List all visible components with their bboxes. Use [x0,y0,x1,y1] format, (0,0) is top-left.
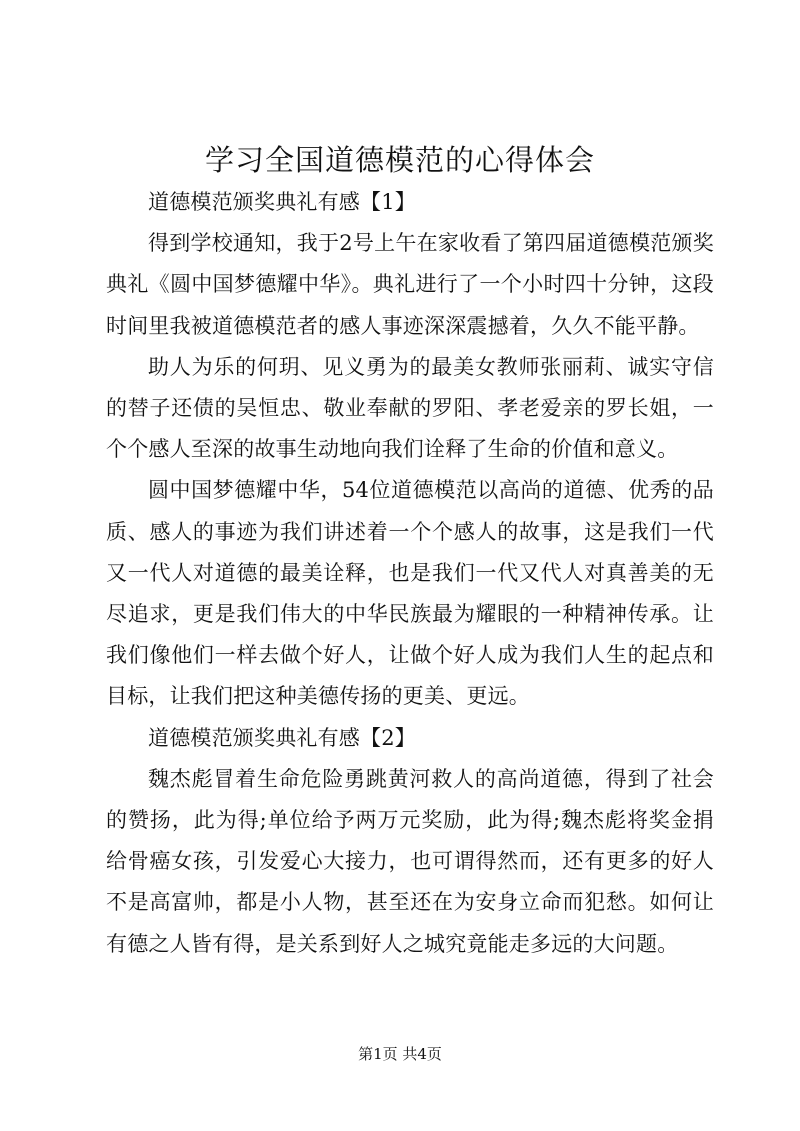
section-heading-2: 道德模范颁奖典礼有感【2】 [148,725,416,750]
paragraph: 圆中国梦德耀中华，54位道德模范以高尚的道德、优秀的品质、感人的事迹为我们讲述着一个个感人的故事，这是我们一代又一代人对道德的最美诠释，也是我们一代又代人对真善美的无尽追求，更是我们伟大的中华民族最为耀眼的一种精神传承。让我们像他们一样去做个好人，让做个好人成为我们人生的起点和目标，让我们把这种美德传扬的更美、更远。 [106,478,714,709]
page-footer: 第1页 共4页 [358,1045,442,1063]
paragraph: 魏杰彪冒着生命危险勇跳黄河救人的高尚道德，得到了社会的赞扬，此为得;单位给予两万元奖励，此为得;魏杰彪将奖金捐给骨癌女孩，引发爱心大接力，也可谓得然而，还有更多的好人不是高富帅，都是小人物，甚至还在为安身立命而犯愁。如何让有德之人皆有得，是关系到好人之城究竟能走多远的大问题。 [106,766,714,956]
section-heading-1: 道德模范颁奖典礼有感【1】 [148,190,416,214]
document-body [106,182,714,965]
paragraph: 助人为乐的何玥、见义勇为的最美女教师张丽莉、诚实守信的替子还债的吴恒忠、敬业奉献的罗阳、孝老爱亲的罗长姐，一个个感人至深的故事生动地向我们诠释了生命的价值和意义。 [106,354,714,462]
document-title: 学习全国道德模范的心得体会 [204,143,595,177]
paragraph: 得到学校通知，我于2号上午在家收看了第四届道德模范颁奖典礼《圆中国梦德耀中华》。典礼进行了一个小时四十分钟，这段时间里我被道德模范者的感人事迹深深震撼着，久久不能平静。 [106,231,714,338]
